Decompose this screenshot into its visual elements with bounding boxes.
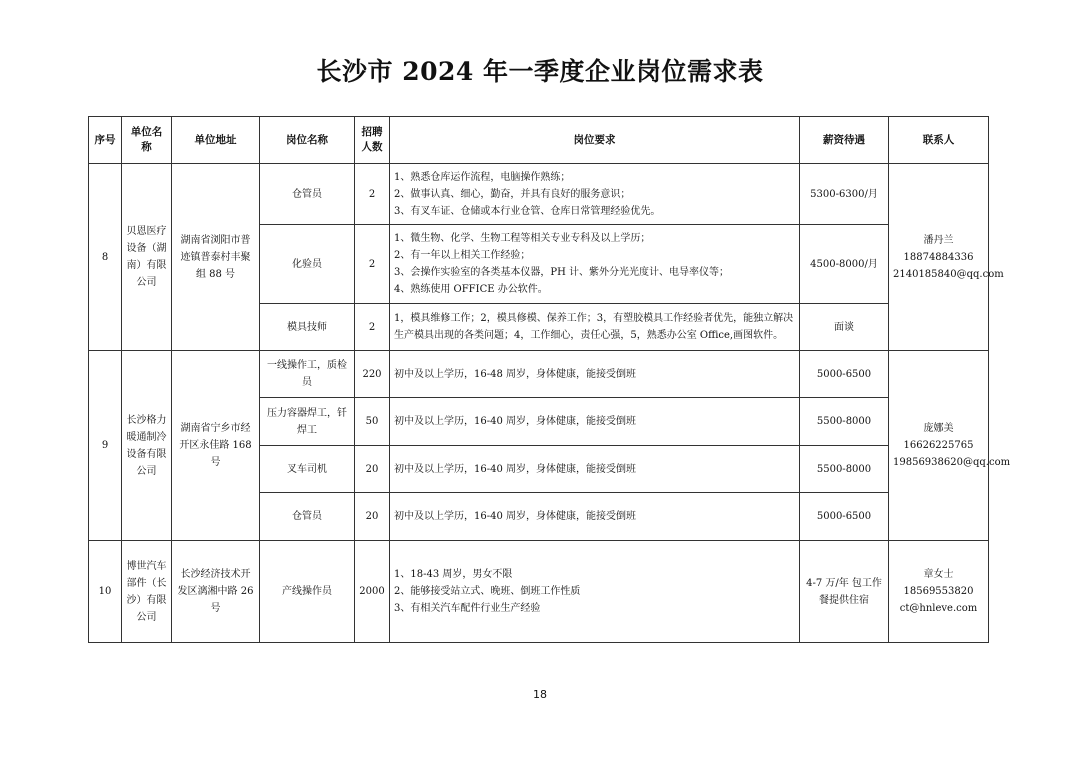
- position-salary: 5500-8000: [800, 398, 889, 446]
- requirement-line: 3、会操作实验室的各类基本仪器，PH 计、紫外分光光度计、电导率仪等；: [394, 267, 729, 278]
- contact-cell: [889, 541, 989, 643]
- company-address: 湖南省宁乡市经开区永佳路 168 号: [172, 351, 260, 541]
- position-title: 叉车司机: [260, 446, 355, 493]
- position-salary: 5300-6300/月: [800, 164, 889, 225]
- requirement-line: 1，模具维修工作；2，模具修模、保养工作；3，有塑胶模具工作经验者优先，能独立解决: [394, 313, 794, 324]
- job-demand-table: [88, 116, 1011, 643]
- position-salary: 5000-6500: [800, 493, 889, 541]
- position-count: 2: [355, 225, 390, 304]
- requirement-line: 生产模具出现的各类问题；4，工作细心，责任心强，5，熟悉办公室 Office,画图软件。: [394, 330, 784, 341]
- header-address: 单位地址: [172, 117, 260, 164]
- contact-phone: 16626225765: [903, 440, 974, 451]
- table-row: [89, 351, 989, 398]
- requirement-line: 2、有一年以上相关工作经验；: [394, 250, 531, 261]
- position-title: 模具技师: [260, 304, 355, 351]
- position-requirements: [390, 493, 800, 541]
- page-title: 长沙市 2024 年一季度企业岗位需求表: [316, 57, 764, 86]
- company-name: 长沙格力暖通制冷设备有限公司: [122, 351, 172, 541]
- position-count: 2000: [355, 541, 390, 643]
- header-unit-name: 单位名称: [122, 117, 172, 164]
- requirement-line: 初中及以上学历，16-48 周岁，身体健康，能接受倒班: [394, 368, 637, 380]
- header-position: 岗位名称: [260, 117, 355, 164]
- contact-name: 章女士: [923, 569, 954, 580]
- header-requirements: 岗位要求: [390, 117, 800, 164]
- header-contact: 联系人: [889, 117, 989, 164]
- position-requirements: [390, 351, 800, 398]
- contact-phone: 18569553820: [903, 586, 974, 597]
- position-requirements: [390, 446, 800, 493]
- seq-cell: 10: [89, 541, 122, 643]
- contact-email: ct@hnleve.com: [899, 603, 978, 614]
- requirement-line: 初中及以上学历，16-40 周岁，身体健康，能接受倒班: [394, 416, 637, 427]
- position-count: 20: [355, 493, 390, 541]
- contact-name: 潘丹兰: [923, 234, 954, 246]
- position-requirements: [390, 541, 800, 643]
- company-name: 贝恩医疗设备（湖南）有限公司: [122, 164, 172, 351]
- position-count: 2: [355, 164, 390, 225]
- requirement-line: 3、有叉车证、仓储或本行业仓管、仓库日常管理经验优先。: [394, 205, 661, 217]
- header-salary: 薪资待遇: [800, 117, 889, 164]
- contact-cell: [889, 351, 1011, 541]
- position-title: 产线操作员: [260, 541, 355, 643]
- position-title: 化验员: [260, 225, 355, 304]
- requirement-line: 4、熟练使用 OFFICE 办公软件。: [394, 284, 548, 295]
- position-salary: 面谈: [800, 304, 889, 351]
- position-requirements: [390, 398, 800, 446]
- requirement-line: 初中及以上学历，16-40 周岁，身体健康，能接受倒班: [394, 511, 637, 522]
- requirement-line: 2、做事认真、细心，勤奋，并具有良好的服务意识；: [394, 188, 631, 200]
- company-address: 长沙经济技术开发区漓湘中路 26 号: [172, 541, 260, 643]
- header-count: 招聘人数: [355, 117, 390, 164]
- requirement-line: 2、能够接受站立式、晚班、倒班工作性质: [394, 586, 581, 597]
- position-title: 压力容器焊工，钎焊工: [260, 398, 355, 446]
- company-address: 湖南省浏阳市普迹镇普泰村丰聚组 88 号: [172, 164, 260, 351]
- header-seq: 序号: [89, 117, 122, 164]
- position-count: 220: [355, 351, 390, 398]
- requirement-line: 1、18-43 周岁，男女不限: [394, 569, 513, 580]
- position-count: 20: [355, 446, 390, 493]
- position-requirements: [390, 164, 800, 225]
- position-count: 2: [355, 304, 390, 351]
- position-salary: 4500-8000/月: [800, 225, 889, 304]
- position-salary: 5000-6500: [800, 351, 889, 398]
- company-name: 博世汽车部件（长沙）有限公司: [122, 541, 172, 643]
- position-title: 仓管员: [260, 493, 355, 541]
- position-title: 一线操作工，质检员: [260, 351, 355, 398]
- seq-cell: 9: [89, 351, 122, 541]
- position-requirements: [390, 225, 800, 304]
- contact-phone: 18874884336: [903, 251, 974, 263]
- requirement-line: 初中及以上学历，16-40 周岁，身体健康，能接受倒班: [394, 463, 637, 475]
- position-title: 仓管员: [260, 164, 355, 225]
- position-requirements: [390, 304, 800, 351]
- seq-cell: 8: [89, 164, 122, 351]
- contact-name: 庞娜美: [923, 423, 954, 434]
- contact-email: 2140185840@qq.com: [893, 268, 1004, 280]
- position-salary: 5500-8000: [800, 446, 889, 493]
- position-salary: 4-7 万/年 包工作餐提供住宿: [800, 541, 889, 643]
- requirement-line: 1、熟悉仓库运作流程，电脑操作熟练；: [394, 171, 571, 183]
- table-header-row: [89, 117, 989, 164]
- table-row: [89, 541, 989, 643]
- position-count: 50: [355, 398, 390, 446]
- contact-cell: [889, 164, 1004, 351]
- requirement-line: 3、有相关汽车配件行业生产经验: [394, 603, 541, 614]
- table-row: [89, 164, 989, 225]
- requirement-line: 1、微生物、化学、生物工程等相关专业专科及以上学历；: [394, 233, 651, 244]
- contact-email: 19856938620@qq.com: [893, 457, 1011, 468]
- page-number: 18: [533, 688, 547, 701]
